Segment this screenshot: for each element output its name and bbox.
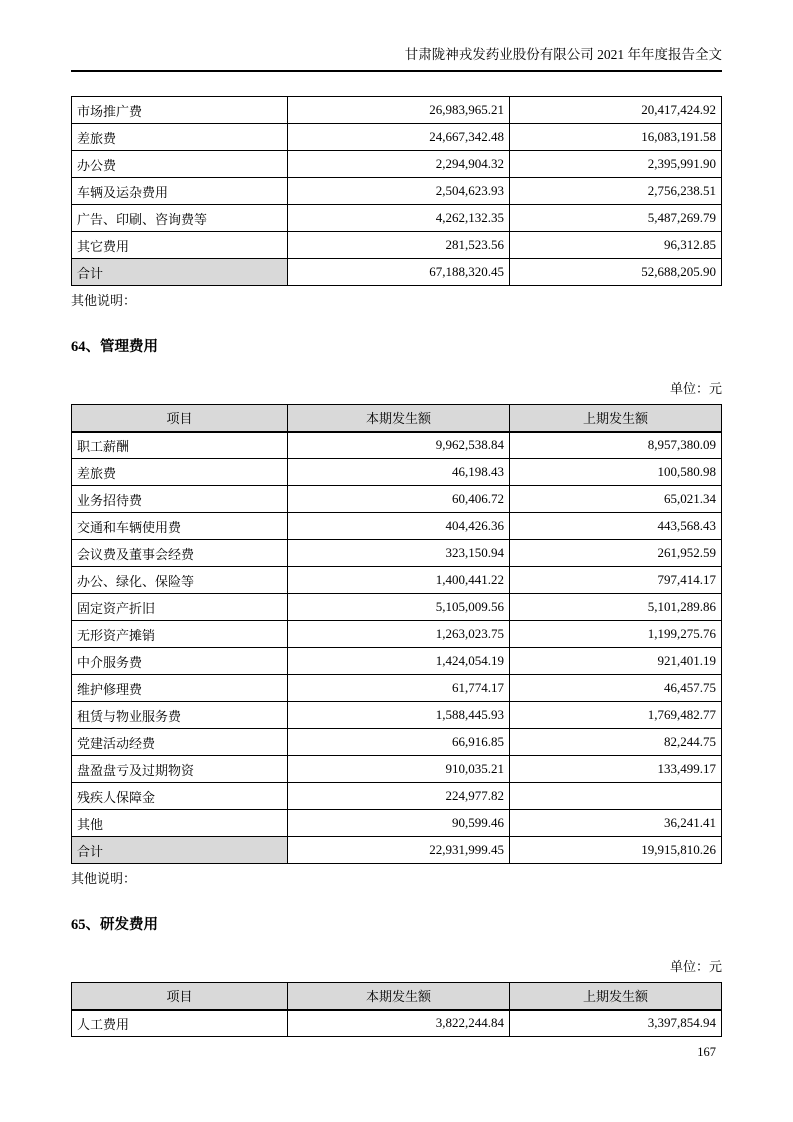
- col-header-current: 本期发生额: [288, 983, 510, 1010]
- current-period-amount: 1,400,441.22: [288, 567, 510, 594]
- prior-period-amount: 65,021.34: [510, 486, 722, 513]
- current-period-amount: 60,406.72: [288, 486, 510, 513]
- current-period-amount: 224,977.82: [288, 783, 510, 810]
- prior-period-amount: 8,957,380.09: [510, 432, 722, 459]
- prior-period-amount: 797,414.17: [510, 567, 722, 594]
- total-current-amount: 22,931,999.45: [288, 837, 510, 864]
- total-label: 合计: [72, 259, 288, 286]
- col-header-current: 本期发生额: [288, 405, 510, 432]
- table-row: [72, 178, 722, 205]
- current-period-amount: 910,035.21: [288, 756, 510, 783]
- col-header-prior: 上期发生额: [510, 983, 722, 1010]
- table-row: [72, 1010, 722, 1037]
- col-header-prior: 上期发生额: [510, 405, 722, 432]
- expense-item: 中介服务费: [72, 648, 288, 675]
- table-row: [72, 151, 722, 178]
- expense-item: 党建活动经费: [72, 729, 288, 756]
- expense-item: 固定资产折旧: [72, 594, 288, 621]
- expense-item: 残疾人保障金: [72, 783, 288, 810]
- table-row: [72, 648, 722, 675]
- total-label: 合计: [72, 837, 288, 864]
- prior-period-amount: 133,499.17: [510, 756, 722, 783]
- unit-label: 单位：元: [669, 959, 722, 974]
- current-period-amount: 5,105,009.56: [288, 594, 510, 621]
- current-period-amount: 281,523.56: [288, 232, 510, 259]
- table-row: [72, 232, 722, 259]
- current-period-amount: 26,983,965.21: [288, 97, 510, 124]
- table-row: [72, 205, 722, 232]
- prior-period-amount: 443,568.43: [510, 513, 722, 540]
- current-period-amount: 323,150.94: [288, 540, 510, 567]
- current-period-amount: 1,424,054.19: [288, 648, 510, 675]
- table-row: [72, 432, 722, 459]
- table-row: [72, 729, 722, 756]
- table-row: [72, 621, 722, 648]
- table-row: [72, 486, 722, 513]
- prior-period-amount: 921,401.19: [510, 648, 722, 675]
- current-period-amount: 1,263,023.75: [288, 621, 510, 648]
- table-row: [72, 540, 722, 567]
- sales-expense-table-continued: [71, 96, 722, 286]
- table-row: [72, 567, 722, 594]
- expense-item: 其他: [72, 810, 288, 837]
- prior-period-amount: 3,397,854.94: [510, 1010, 722, 1037]
- table-row: [72, 594, 722, 621]
- current-period-amount: 2,504,623.93: [288, 178, 510, 205]
- current-period-amount: 24,667,342.48: [288, 124, 510, 151]
- current-period-amount: 66,916.85: [288, 729, 510, 756]
- total-current-amount: 67,188,320.45: [288, 259, 510, 286]
- current-period-amount: 9,962,538.84: [288, 432, 510, 459]
- expense-item: 人工费用: [72, 1010, 288, 1037]
- prior-period-amount: 261,952.59: [510, 540, 722, 567]
- total-row: [72, 259, 722, 286]
- prior-period-amount: 1,769,482.77: [510, 702, 722, 729]
- expense-item: 会议费及董事会经费: [72, 540, 288, 567]
- prior-period-amount: 96,312.85: [510, 232, 722, 259]
- expense-item: 差旅费: [72, 124, 288, 151]
- unit-label: 单位：元: [669, 381, 722, 396]
- prior-period-amount: 1,199,275.76: [510, 621, 722, 648]
- current-period-amount: 4,262,132.35: [288, 205, 510, 232]
- expense-item: 其它费用: [72, 232, 288, 259]
- table-row: [72, 783, 722, 810]
- current-period-amount: 61,774.17: [288, 675, 510, 702]
- section-title-65: 65、研发费用: [71, 917, 158, 933]
- expense-item: 办公费: [72, 151, 288, 178]
- current-period-amount: 2,294,904.32: [288, 151, 510, 178]
- total-row: [72, 837, 722, 864]
- rnd-expense-table: [71, 982, 722, 1037]
- page-number: 167: [697, 1045, 716, 1059]
- table-row: [72, 124, 722, 151]
- admin-expense-table: [71, 404, 722, 864]
- total-prior-amount: 52,688,205.90: [510, 259, 722, 286]
- section-title-64: 64、管理费用: [71, 339, 158, 355]
- prior-period-amount: 2,395,991.90: [510, 151, 722, 178]
- other-note: 其他说明：: [71, 871, 137, 886]
- other-note: 其他说明：: [71, 293, 137, 308]
- table-row: [72, 97, 722, 124]
- page-header-title: 甘肃陇神戎发药业股份有限公司 2021 年年度报告全文: [71, 0, 722, 72]
- table-row: [72, 513, 722, 540]
- expense-item: 盘盈盘亏及过期物资: [72, 756, 288, 783]
- col-header-item: 项目: [72, 983, 288, 1010]
- prior-period-amount: 5,101,289.86: [510, 594, 722, 621]
- table-row: [72, 756, 722, 783]
- prior-period-amount: 20,417,424.92: [510, 97, 722, 124]
- prior-period-amount: 82,244.75: [510, 729, 722, 756]
- current-period-amount: 1,588,445.93: [288, 702, 510, 729]
- total-prior-amount: 19,915,810.26: [510, 837, 722, 864]
- header-row: [72, 405, 722, 432]
- col-header-item: 项目: [72, 405, 288, 432]
- expense-item: 市场推广费: [72, 97, 288, 124]
- prior-period-amount: 36,241.41: [510, 810, 722, 837]
- table-row: [72, 459, 722, 486]
- expense-item: 交通和车辆使用费: [72, 513, 288, 540]
- expense-item: 业务招待费: [72, 486, 288, 513]
- expense-item: 办公、绿化、保险等: [72, 567, 288, 594]
- prior-period-amount: [510, 783, 722, 810]
- prior-period-amount: 16,083,191.58: [510, 124, 722, 151]
- expense-item: 无形资产摊销: [72, 621, 288, 648]
- expense-item: 车辆及运杂费用: [72, 178, 288, 205]
- prior-period-amount: 5,487,269.79: [510, 205, 722, 232]
- table-row: [72, 810, 722, 837]
- prior-period-amount: 2,756,238.51: [510, 178, 722, 205]
- header-row: [72, 983, 722, 1010]
- expense-item: 差旅费: [72, 459, 288, 486]
- prior-period-amount: 46,457.75: [510, 675, 722, 702]
- table-row: [72, 702, 722, 729]
- current-period-amount: 3,822,244.84: [288, 1010, 510, 1037]
- table-row: [72, 675, 722, 702]
- current-period-amount: 46,198.43: [288, 459, 510, 486]
- current-period-amount: 90,599.46: [288, 810, 510, 837]
- expense-item: 职工薪酬: [72, 432, 288, 459]
- expense-item: 广告、印刷、咨询费等: [72, 205, 288, 232]
- current-period-amount: 404,426.36: [288, 513, 510, 540]
- expense-item: 租赁与物业服务费: [72, 702, 288, 729]
- expense-item: 维护修理费: [72, 675, 288, 702]
- prior-period-amount: 100,580.98: [510, 459, 722, 486]
